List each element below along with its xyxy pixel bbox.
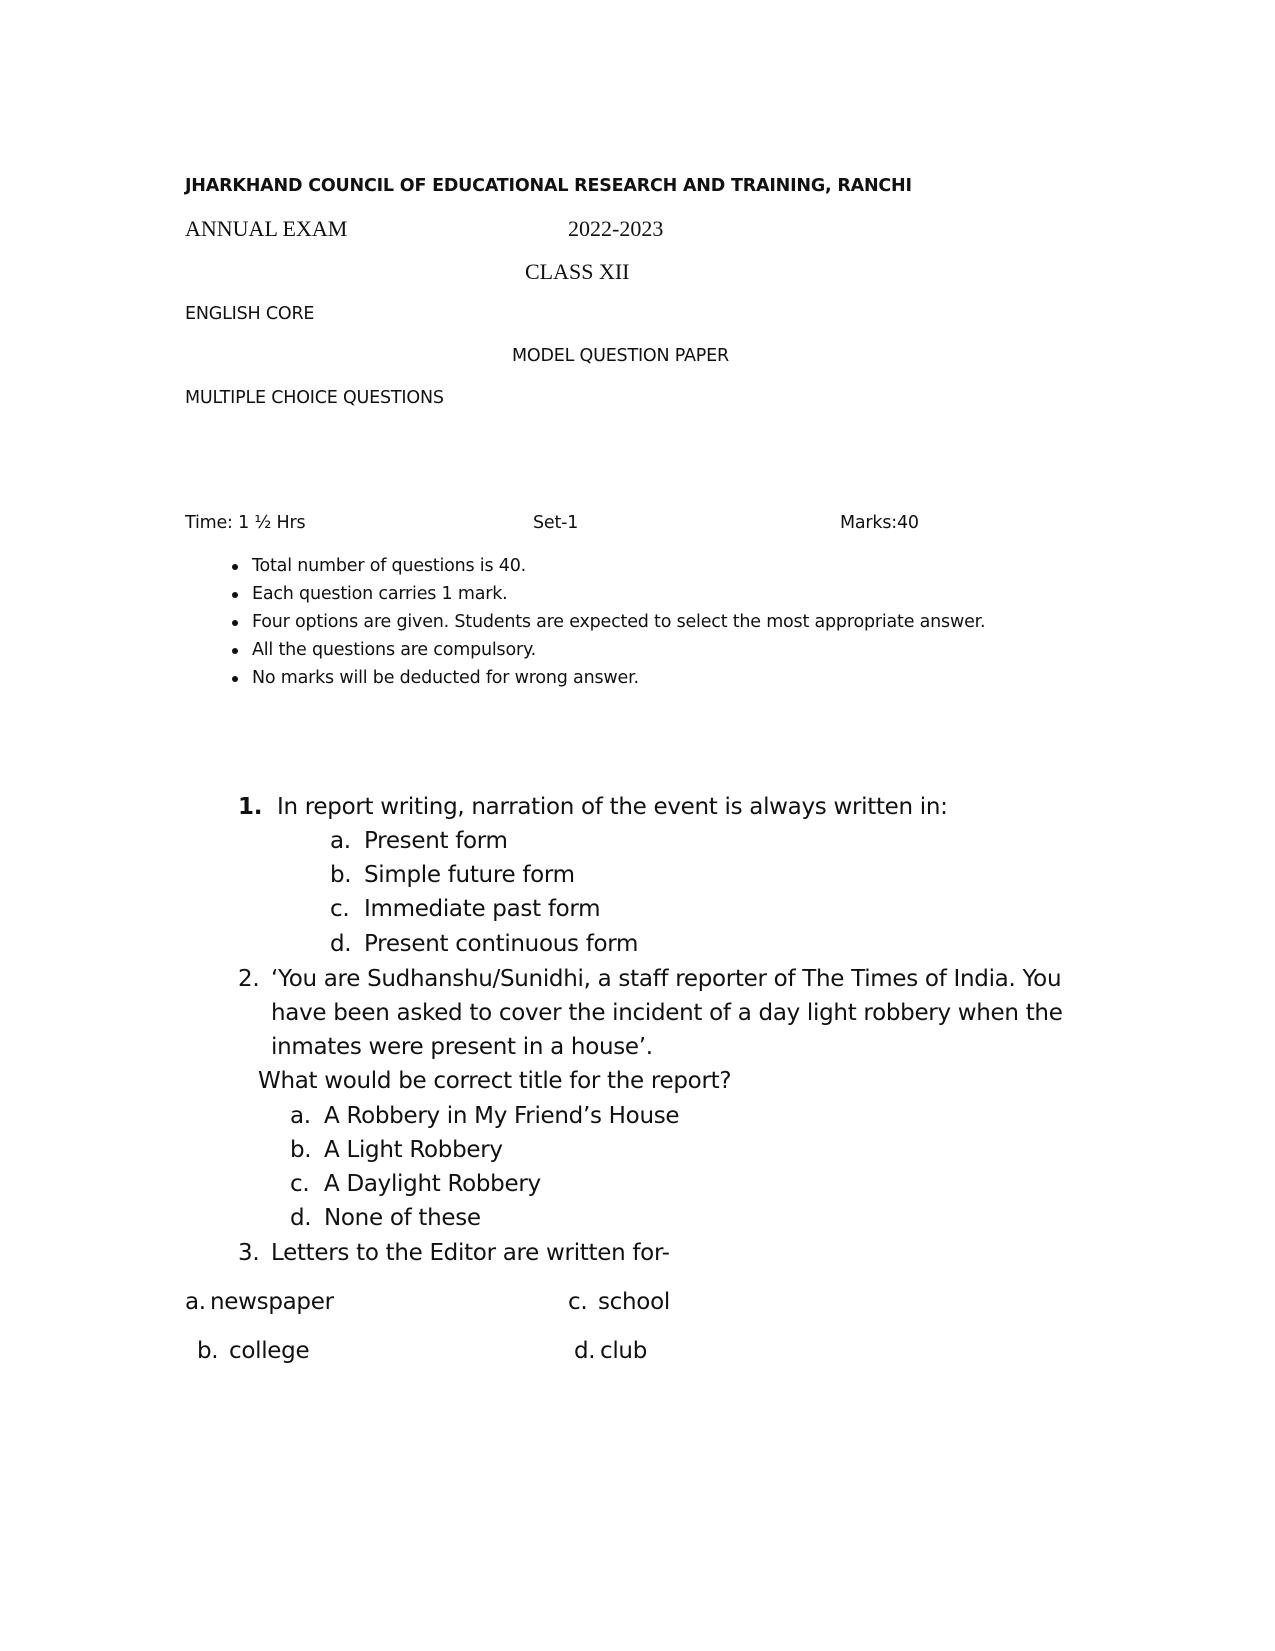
subject-label: ENGLISH CORE <box>185 304 315 324</box>
council-title: JHARKHAND COUNCIL OF EDUCATIONAL RESEARCH AND TRAINING, RANCHI <box>185 176 912 196</box>
option-text: club <box>600 1338 648 1364</box>
instruction-item: No marks will be deducted for wrong answer. <box>252 668 639 688</box>
question-number: 1. <box>238 794 263 820</box>
option-label: d. <box>574 1338 596 1364</box>
option-text: Present form <box>364 828 508 854</box>
option-text: newspaper <box>210 1289 334 1315</box>
bullet-icon <box>232 676 238 682</box>
bullet-icon <box>232 564 238 570</box>
option-label: d. <box>330 931 352 957</box>
option-label: a. <box>185 1289 206 1315</box>
option-label: b. <box>290 1137 312 1163</box>
option-label: b. <box>330 862 352 888</box>
option-label: d. <box>290 1205 312 1231</box>
option-label: c. <box>330 896 350 922</box>
option-text: A Robbery in My Friend’s House <box>324 1103 680 1129</box>
instruction-item: Four options are given. Students are expected to select the most appropriate answer. <box>252 612 986 632</box>
option-text: school <box>598 1289 670 1315</box>
bullet-icon <box>232 620 238 626</box>
instruction-item: Each question carries 1 mark. <box>252 584 508 604</box>
option-text: Simple future form <box>364 862 575 888</box>
bullet-icon <box>232 592 238 598</box>
question-text: In report writing, narration of the event is always written in: <box>277 794 948 820</box>
question-text-line: have been asked to cover the incident of a day light robbery when the <box>271 1000 1063 1026</box>
section-label: MULTIPLE CHOICE QUESTIONS <box>185 388 444 408</box>
question-prompt: What would be correct title for the report? <box>258 1068 732 1094</box>
option-label: a. <box>290 1103 311 1129</box>
option-label: b. <box>197 1338 219 1364</box>
option-text: Immediate past form <box>364 896 601 922</box>
exam-year: 2022-2023 <box>568 216 664 241</box>
option-label: c. <box>568 1289 588 1315</box>
time-allowed: Time: 1 ½ Hrs <box>185 513 306 533</box>
question-text-line: inmates were present in a house’. <box>271 1034 653 1060</box>
option-text: None of these <box>324 1205 481 1231</box>
class-label: CLASS XII <box>525 259 630 284</box>
exam-name: ANNUAL EXAM <box>185 216 348 241</box>
option-label: c. <box>290 1171 310 1197</box>
total-marks: Marks:40 <box>840 513 919 533</box>
instruction-item: Total number of questions is 40. <box>252 556 526 576</box>
question-number: 2. <box>238 966 260 992</box>
question-text: Letters to the Editor are written for- <box>271 1240 670 1266</box>
question-text-line: ‘You are Sudhanshu/Sunidhi, a staff reporter of The Times of India. You <box>271 966 1062 992</box>
question-number: 3. <box>238 1240 260 1266</box>
option-label: a. <box>330 828 351 854</box>
option-text: college <box>229 1338 310 1364</box>
option-text: A Daylight Robbery <box>324 1171 541 1197</box>
bullet-icon <box>232 648 238 654</box>
set-number: Set-1 <box>533 513 579 533</box>
option-text: A Light Robbery <box>324 1137 503 1163</box>
option-text: Present continuous form <box>364 931 639 957</box>
paper-type: MODEL QUESTION PAPER <box>512 346 729 366</box>
instruction-item: All the questions are compulsory. <box>252 640 536 660</box>
